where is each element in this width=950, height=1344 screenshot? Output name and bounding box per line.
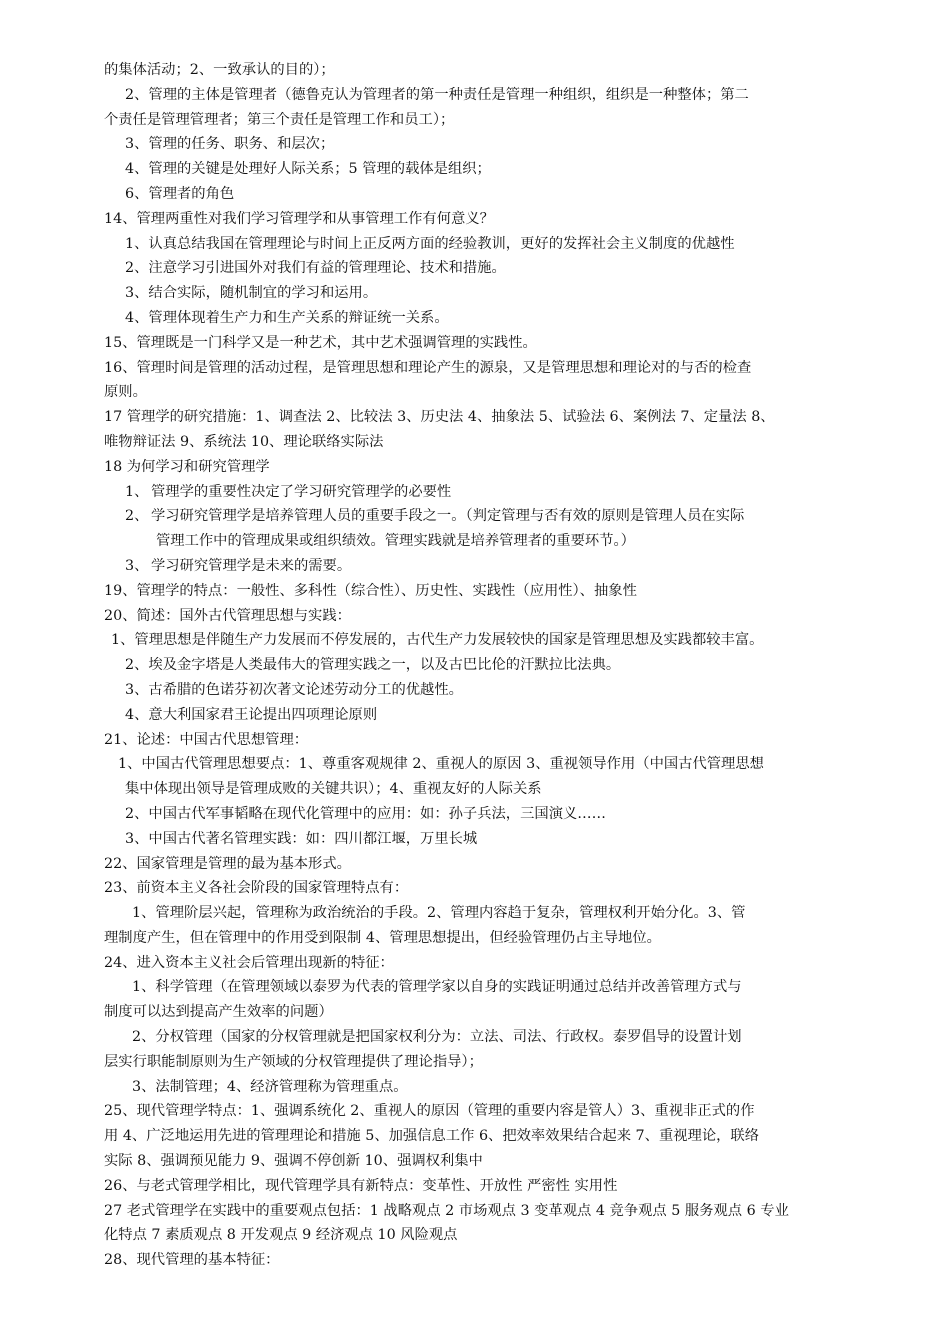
question-heading: 20、简述：国外古代管理思想与实践： (104, 607, 351, 624)
question-heading: 25、现代管理学特点：1、强调系统化 2、重视人的原因（管理的重要内容是管人）3、重视非正式的作 (104, 1103, 755, 1120)
text-line: 用 4、广泛地运用先进的管理理论和措施 5、加强信息工作 6、把效率效果结合起来 7、重视理论，联络 (104, 1128, 760, 1145)
text-line: 理制度产生，但在管理中的作用受到限制 4、管理思想提出，但经验管理仍占主导地位。 (104, 929, 661, 946)
question-heading: 24、进入资本主义社会后管理出现新的特征： (104, 954, 394, 971)
text-line: 管理工作中的管理成果或组织绩效。管理实践就是培养管理者的重要环节。） (156, 533, 635, 550)
text-line: 化特点 7 素质观点 8 开发观点 9 经济观点 10 风险观点 (104, 1227, 458, 1244)
question-heading: 17 管理学的研究措施：1、调查法 2、比较法 3、历史法 4、抽象法 5、试验法 6、案例法 7、定量法 8、 (104, 409, 775, 426)
question-heading: 16、管理时间是管理的活动过程，是管理思想和理论产生的源泉，又是管理思想和理论对的与否的检查 (104, 359, 752, 376)
text-line: 1、科学管理（在管理领域以泰罗为代表的管理学家以自身的实践证明通过总结并改善管理方式与 (132, 979, 742, 996)
text-line: 2、中国古代军事韬略在现代化管理中的应用：如：孙子兵法，三国演义…… (125, 805, 606, 822)
text-line: 1、管理思想是伴随生产力发展而不停发展的，古代生产力发展较快的国家是管理思想及实践都较丰富。 (111, 632, 764, 649)
text-line: 4、管理的关键是处理好人际关系；5 管理的载体是组织； (125, 161, 491, 178)
text-line: 1、中国古代管理思想要点：1、尊重客观规律 2、重视人的原因 3、重视领导作用（中国古代管理思想 (118, 756, 764, 773)
numbered-item (104, 480, 874, 505)
item-number: 1、 (125, 483, 149, 500)
question-heading: 23、前资本主义各社会阶段的国家管理特点有： (104, 880, 409, 897)
text-line: 3、中国古代著名管理实践：如：四川都江堰，万里长城 (125, 830, 478, 847)
text-line: 实际 8、强调预见能力 9、强调不停创新 10、强调权利集中 (104, 1153, 483, 1170)
text-line: 2、分权管理（国家的分权管理就是把国家权利分为：立法、司法、行政权。泰罗倡导的设置计划 (132, 1029, 742, 1046)
question-heading: 26、与老式管理学相比，现代管理学具有新特点：变革性、开放性 严密性 实用性 (104, 1177, 618, 1194)
text-line: 的集体活动；2、一致承认的目的）； (104, 62, 335, 78)
question-heading: 19、管理学的特点：一般性、多科性（综合性）、历史性、实践性（应用性）、抽象性 (104, 582, 637, 599)
text-line: 3、法制管理；4、经济管理称为管理重点。 (132, 1078, 408, 1095)
item-number: 2、 (125, 508, 149, 525)
text-line: 3、管理的任务、职务、和层次； (125, 136, 335, 153)
text-line: 2、管理的主体是管理者（德鲁克认为管理者的第一种责任是管理一种组织，组织是一种整体；第二 (125, 86, 749, 103)
question-heading: 28、现代管理的基本特征： (104, 1252, 280, 1269)
text-line: 原则。 (104, 384, 147, 401)
text-line: 个责任是管理管理者；第三个责任是管理工作和员工）； (104, 111, 455, 128)
item-text: 管理学的重要性决定了学习研究管理学的必要性 (151, 483, 452, 500)
item-number: 3、 (125, 557, 149, 574)
text-line: 2、注意学习引进国外对我们有益的管理理论、技术和措施。 (125, 260, 506, 277)
text-line: 4、意大利国家君王论提出四项理论原则 (125, 706, 378, 723)
text-line: 层实行职能制原则为生产领域的分权管理提供了理论指导）； (104, 1053, 483, 1070)
text-line: 集中体现出领导是管理成败的关键共识）；4、重视友好的人际关系 (125, 781, 542, 798)
item-text: 学习研究管理学是未来的需要。 (151, 557, 352, 574)
item-text: 学习研究管理学是培养管理人员的重要手段之一。（判定管理与否有效的原则是管理人员在实际 (151, 508, 745, 525)
text-line: 4、管理体现着生产力和生产关系的辩证统一关系。 (125, 309, 449, 326)
text-line: 6、管理者的角色 (125, 185, 235, 202)
document-page (104, 58, 874, 1273)
text-line: 3、结合实际，随机制宜的学习和运用。 (125, 285, 378, 302)
question-heading: 15、管理既是一门科学又是一种艺术，其中艺术强调管理的实践性。 (104, 334, 537, 351)
text-line: 制度可以达到提高产生效率的问题） (104, 1004, 333, 1021)
question-heading: 22、国家管理是管理的最为基本形式。 (104, 855, 351, 872)
text-line: 2、埃及金字塔是人类最伟大的管理实践之一，以及古巴比伦的汗默拉比法典。 (125, 657, 621, 674)
question-heading: 18 为何学习和研究管理学 (104, 458, 270, 475)
text-line: 唯物辩证法 9、系统法 10、理论联络实际法 (104, 433, 384, 450)
question-heading: 27 老式管理学在实践中的重要观点包括：1 战略观点 2 市场观点 3 变革观点 4 竞争观点 5 服务观点 6 专业 (104, 1202, 789, 1219)
question-heading: 21、论述：中国古代思想管理： (104, 731, 309, 748)
question-heading: 14、管理两重性对我们学习管理学和从事管理工作有何意义？ (104, 210, 494, 227)
numbered-item (104, 504, 874, 529)
text-line: 1、认真总结我国在管理理论与时间上正反两方面的经验教训，更好的发挥社会主义制度的优越性 (125, 235, 735, 252)
text-line: 1、管理阶层兴起，管理称为政治统治的手段。2、管理内容趋于复杂，管理权利开始分化。3、管 (132, 905, 746, 922)
numbered-item (104, 554, 874, 579)
text-line: 3、古希腊的色诺芬初次著文论述劳动分工的优越性。 (125, 681, 463, 698)
